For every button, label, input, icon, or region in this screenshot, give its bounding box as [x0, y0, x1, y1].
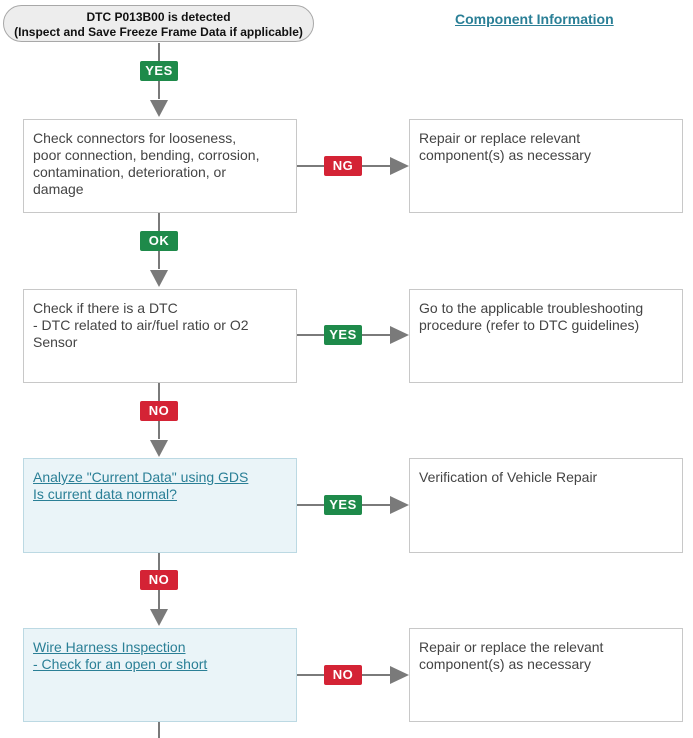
arrow-down-icon — [150, 609, 168, 626]
result-text: component(s) as necessary — [419, 656, 591, 672]
start-title: DTC P013B00 is detected — [86, 10, 231, 24]
result-text: Repair or replace the relevant — [419, 639, 604, 655]
step-analyze-current-data — [23, 458, 297, 553]
yes-badge: YES — [324, 495, 362, 515]
ng-badge: NG — [324, 156, 362, 176]
arrow-right-icon — [390, 666, 409, 684]
result-text: procedure (refer to DTC guidelines) — [419, 317, 640, 333]
start-subtitle: (Inspect and Save Freeze Frame Data if applicable) — [14, 25, 303, 39]
step-wire-harness-inspection — [23, 628, 297, 722]
step-text: damage — [33, 181, 84, 197]
current-data-normal-link[interactable]: Is current data normal? — [33, 486, 177, 502]
arrow-right-icon — [390, 496, 409, 514]
no-badge: NO — [140, 570, 178, 590]
connector-line — [158, 722, 160, 738]
result-troubleshooting — [409, 289, 683, 383]
analyze-current-data-link[interactable]: Analyze "Current Data" using GDS — [33, 469, 249, 485]
arrow-down-icon — [150, 440, 168, 457]
step-check-connectors — [23, 119, 297, 213]
result-verification — [409, 458, 683, 553]
result-text: Verification of Vehicle Repair — [419, 469, 598, 485]
arrow-right-icon — [390, 326, 409, 344]
yes-badge: YES — [324, 325, 362, 345]
result-text: Repair or replace relevant — [419, 130, 581, 146]
start-node — [3, 5, 314, 42]
no-badge: NO — [324, 665, 362, 685]
no-badge: NO — [140, 401, 178, 421]
arrow-down-icon — [150, 270, 168, 287]
step-check-dtc — [23, 289, 297, 383]
step-text: poor connection, bending, corrosion, — [33, 147, 260, 163]
step-text: Sensor — [33, 334, 78, 350]
step-text: Check if there is a DTC — [33, 300, 178, 316]
arrow-right-icon — [390, 157, 409, 175]
yes-badge: YES — [140, 61, 178, 81]
component-information-link[interactable]: Component Information — [455, 11, 614, 27]
result-repair-replace-relevant — [409, 628, 683, 722]
step-text: - DTC related to air/fuel ratio or O2 — [33, 317, 249, 333]
ok-badge: OK — [140, 231, 178, 251]
result-text: Go to the applicable troubleshooting — [419, 300, 644, 316]
check-open-short-link[interactable]: - Check for an open or short — [33, 656, 208, 672]
step-text: Check connectors for looseness, — [33, 130, 237, 146]
wire-harness-inspection-link[interactable]: Wire Harness Inspection — [33, 639, 186, 655]
result-repair-replace — [409, 119, 683, 213]
result-text: component(s) as necessary — [419, 147, 591, 163]
step-text: contamination, deterioration, or — [33, 164, 226, 180]
arrow-down-icon — [150, 100, 168, 117]
